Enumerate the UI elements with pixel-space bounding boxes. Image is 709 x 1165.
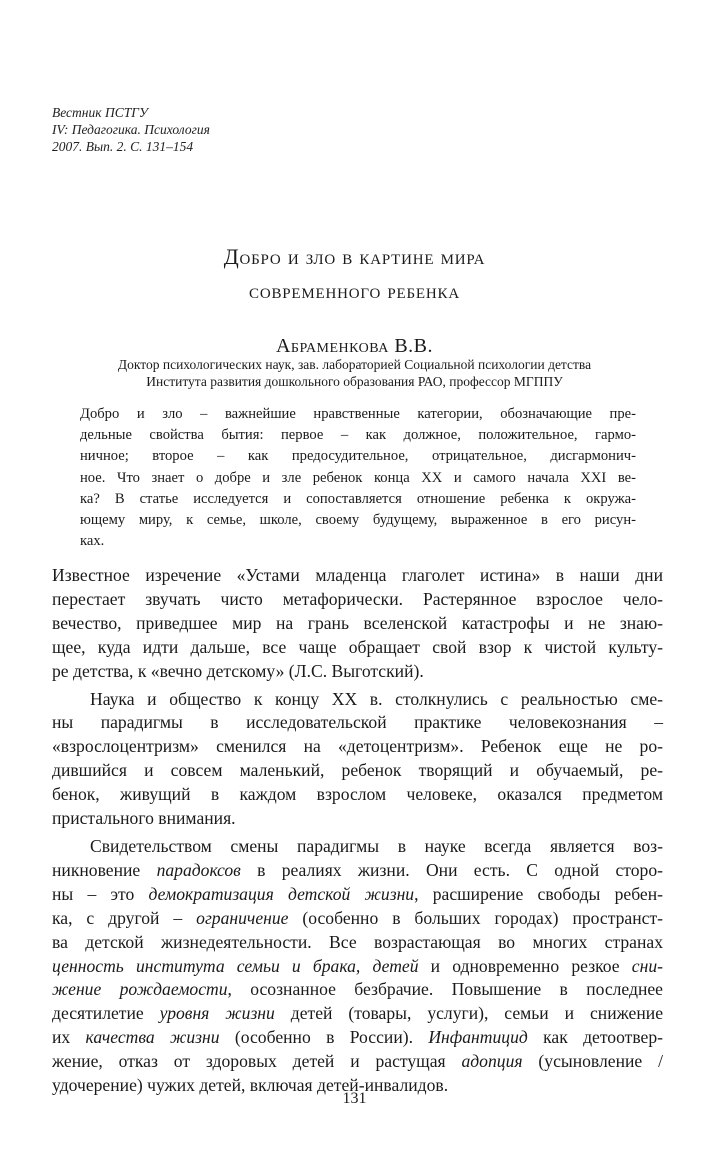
- abstract-line: ничное; второе – как предосудительное, отрицательное, дисгармонич-: [80, 448, 636, 465]
- body-line: ны парадигмы в исследовательской практике человекознания –: [52, 712, 663, 733]
- body-line: ны – это демократизация детской жизни, расширение свободы ребен-: [52, 883, 663, 904]
- journal-issue: 2007. Вып. 2. С. 131–154: [52, 139, 194, 154]
- body-line: перестает звучать чисто метафорически. Растерянное взрослое чело-: [52, 588, 663, 609]
- page-number: 131: [342, 1090, 367, 1107]
- emphasis: уровня жизни: [159, 1003, 275, 1024]
- emphasis: качества жизни: [85, 1027, 220, 1048]
- body-line: жение рождаемости, осознанное безбрачие. Повышение в последнее: [52, 979, 663, 1000]
- body-line: ре детства, к «вечно детскому» (Л.С. Выготский).: [52, 660, 424, 681]
- abstract-line: ное. Что знает о добре и зле ребенок конца XX и самого начала XXI ве-: [80, 469, 636, 486]
- abstract-line: Добро и зло – важнейшие нравственные категории, обозначающие пре-: [80, 406, 636, 422]
- abstract-line: дельные свойства бытия: первое – как должное, положительное, гармо-: [80, 427, 636, 444]
- body-line: ва детской жизнедеятельности. Все возрастающая во многих странах: [52, 931, 663, 952]
- body-line: удочерение) чужих детей, включая детей-инвалидов.: [52, 1075, 449, 1096]
- emphasis: адопция: [461, 1051, 523, 1072]
- body-line: ценность института семьи и брака, детей и одновременно резкое сни-: [52, 955, 663, 976]
- body-line: Свидетельством смены парадигмы в науке всегда является воз-: [90, 835, 663, 856]
- emphasis: сни-: [631, 955, 663, 976]
- body-line: пристального внимания.: [52, 808, 236, 829]
- journal-name: Вестник ПСТГУ: [52, 105, 148, 120]
- body-line: щее, куда идти дальше, все чаще обращает свой взор к чистой культу-: [52, 636, 663, 657]
- body-line: бенок, живущий в каждом взрослом человеке, оказался предметом: [52, 784, 663, 805]
- emphasis: жение рождаемости: [52, 979, 228, 1000]
- body-line: «взрослоцентризм» сменился на «детоцентризм». Ребенок еще не ро-: [52, 736, 663, 757]
- paragraph-3: [52, 835, 663, 1098]
- affiliation-line: Института развития дошкольного образования РАО, профессор МГППУ: [146, 374, 563, 389]
- abstract-line: ка? В статье исследуется и сопоставляется отношение ребенка к окружа-: [80, 490, 636, 507]
- body-line: их качества жизни (особенно в России). Инфантицид как детоотвер-: [52, 1027, 664, 1048]
- author-name: Абраменкова В.В.: [275, 335, 434, 357]
- body-line: жение, отказ от здоровых детей и растущая адопция (усыновление /: [52, 1051, 663, 1072]
- body-line: Наука и общество к концу XX в. столкнулись с реальностью сме-: [90, 688, 663, 709]
- body-line: дившийся и совсем маленький, ребенок творящий и обучаемый, ре-: [52, 760, 663, 781]
- body-line: десятилетие уровня жизни детей (товары, услуги), семьи и снижение: [52, 1003, 664, 1024]
- emphasis: ценность института семьи и брака, детей: [52, 955, 419, 976]
- affiliation-line: Доктор психологических наук, зав. лабораторией Социальной психологии детства: [117, 357, 592, 372]
- body-line: Известное изречение «Устами младенца глаголет истина» в наши дни: [52, 565, 663, 585]
- body-line: вечество, приведшее мир на грань вселенской катастрофы и не знаю-: [52, 612, 663, 633]
- body-line: никновение парадоксов в реалиях жизни. Они есть. С одной сторо-: [52, 859, 663, 880]
- article-title: [0, 240, 709, 308]
- emphasis: парадоксов: [156, 859, 241, 880]
- emphasis: Инфантицид: [428, 1027, 528, 1048]
- author-affiliation: [0, 356, 709, 390]
- abstract: [80, 404, 636, 552]
- journal-series: IV: Педагогика. Психология: [52, 122, 210, 137]
- abstract-line: ющему миру, к семье, школе, своему будущему, выраженное в его рисун-: [80, 512, 636, 529]
- emphasis: демократизация детской жизни: [148, 883, 415, 904]
- paragraph-1: [52, 564, 663, 684]
- title-line: Добро и зло в картине мира: [223, 244, 486, 269]
- article-body: [52, 564, 663, 1098]
- title-line: современного ребенка: [249, 278, 460, 303]
- paragraph-2: [52, 688, 663, 831]
- abstract-line: ках.: [80, 533, 105, 550]
- body-line: ка, с другой – ограничение (особенно в больших городах) пространст-: [52, 907, 663, 928]
- emphasis: ограничение: [196, 907, 289, 928]
- journal-header: [52, 104, 210, 155]
